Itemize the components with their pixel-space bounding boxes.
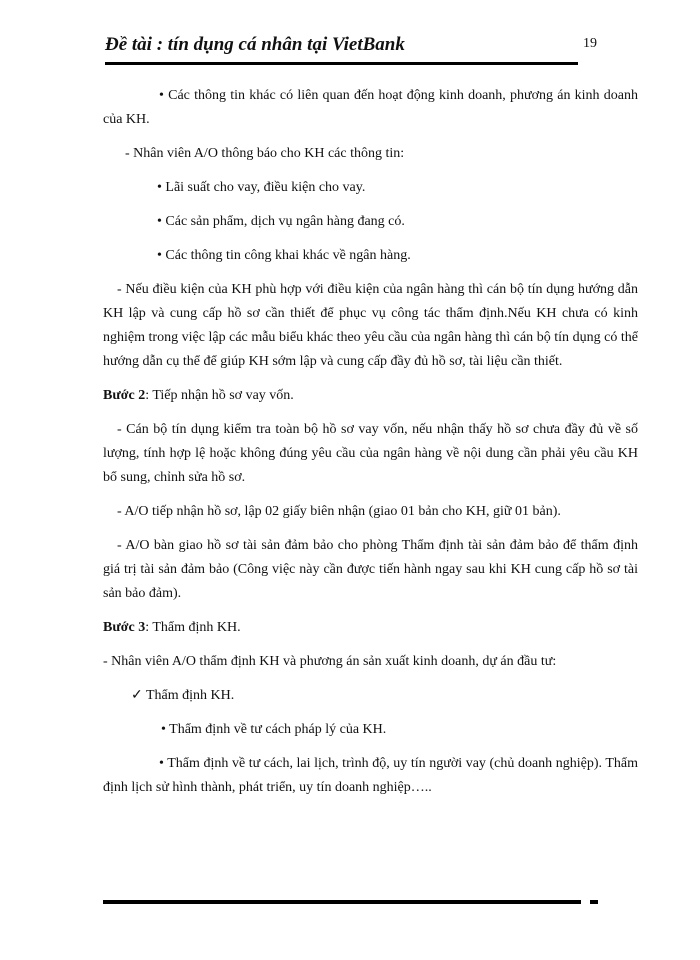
header-divider	[105, 62, 578, 65]
step-heading	[103, 616, 638, 640]
step-heading	[103, 384, 638, 408]
bullet-item: • Lãi suất cho vay, điều kiện cho vay.	[157, 180, 366, 195]
step-text: : Thẩm định KH.	[145, 620, 241, 635]
bullet-item: • Các sản phẩm, dịch vụ ngân hàng đang có.	[157, 214, 405, 229]
body-paragraph: - A/O tiếp nhận hồ sơ, lập 02 giấy biên nhận (giao 01 bản cho KH, giữ 01 bản).	[117, 504, 561, 519]
body-paragraph: - A/O bàn giao hồ sơ tài sản đảm bảo cho phòng Thẩm định tài sản đảm bảo để thẩm định giá trị tài sản đảm bảo (Công việc này cần được tiến hành ngay sau khi KH cung cấp hồ sơ tài sản bảo đảm).	[103, 538, 638, 601]
document-title: Đề tài : tín dụng cá nhân tại VietBank	[105, 34, 405, 55]
bullet-paragraph: • Các thông tin khác có liên quan đến hoạt động kinh doanh, phương án kinh doanh của KH.	[103, 88, 638, 127]
body-paragraph: - Cán bộ tín dụng kiểm tra toàn bộ hồ sơ vay vốn, nếu nhận thấy hồ sơ chưa đầy đủ về số lượng, tính hợp lệ hoặc không đúng yêu cầu của ngân hàng về nội dung cần phải yêu cầu KH bổ sung, chỉnh sửa hồ sơ.	[103, 422, 638, 485]
footer-divider	[103, 900, 581, 904]
step-text: : Tiếp nhận hồ sơ vay vốn.	[145, 388, 294, 403]
page-header	[105, 34, 580, 62]
bullet-paragraph: • Thẩm định về tư cách, lai lịch, trình độ, uy tín người vay (chủ doanh nghiệp). Thẩm định lịch sử hình thành, phát triển, uy tín doanh nghiệp…..	[103, 756, 638, 795]
bullet-item: • Thẩm định về tư cách pháp lý của KH.	[161, 722, 387, 737]
document-body	[103, 84, 638, 810]
step-label: Bước 3	[103, 620, 146, 635]
bullet-item: • Các thông tin công khai khác về ngân hàng.	[157, 248, 411, 263]
check-item: ✓ Thẩm định KH.	[131, 688, 235, 703]
step-label: Bước 2	[103, 388, 146, 403]
body-paragraph: - Nếu điều kiện của KH phù hợp với điều kiện của ngân hàng thì cán bộ tín dụng hướng dẫn KH lập và cung cấp hồ sơ cần thiết để phục vụ công tác thẩm định.Nếu KH chưa có kinh nghiệm trong việc lập các mẫu biểu khác theo yêu cầu của ngân hàng thì cán bộ tín dụng có thể hướng dẫn cụ thể để giúp KH sớm lập và cung cấp đầy đủ hồ sơ, tài liệu cần thiết.	[103, 282, 638, 369]
page-number: 19	[583, 36, 597, 51]
footer-mark	[590, 900, 598, 904]
dash-paragraph: - Nhân viên A/O thông báo cho KH các thông tin:	[125, 146, 405, 161]
body-paragraph: - Nhân viên A/O thẩm định KH và phương án sản xuất kinh doanh, dự án đầu tư:	[103, 654, 557, 669]
